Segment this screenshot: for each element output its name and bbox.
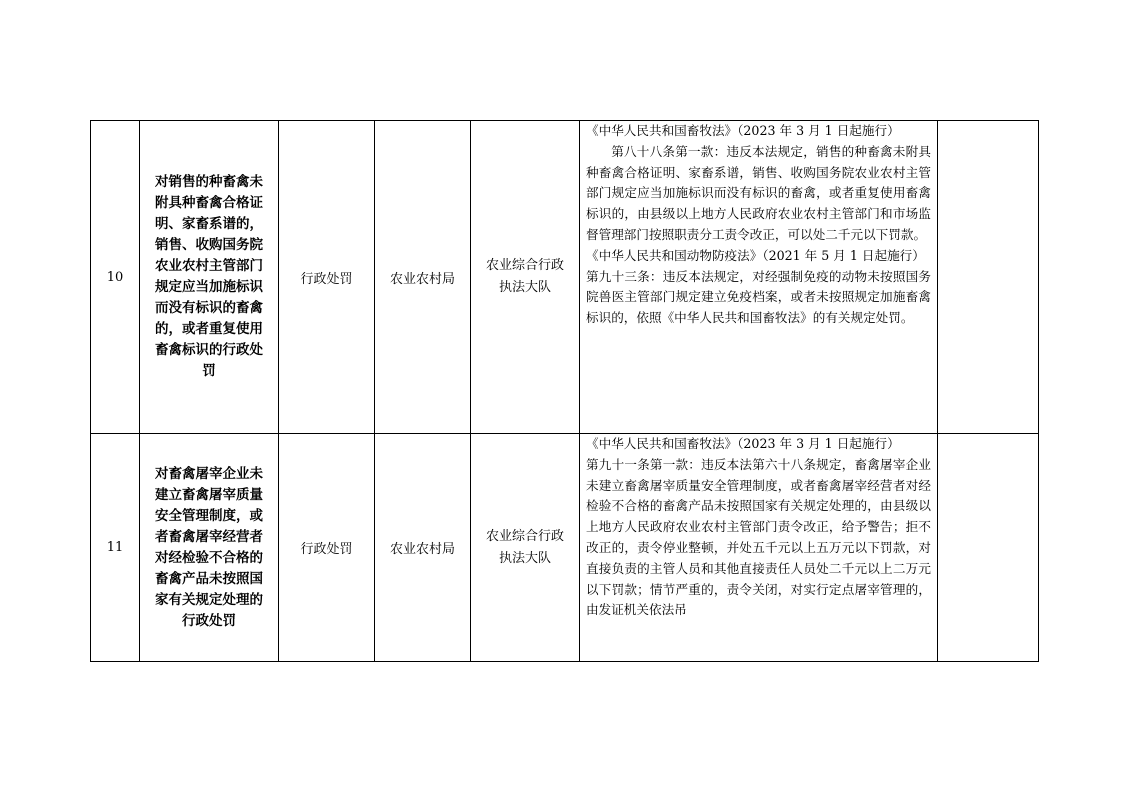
item-number: 10 (91, 121, 140, 434)
law-title: 《中华人民共和国动物防疫法》（2021 年 5 月 1 日起施行） (586, 247, 925, 263)
item-executor: 农业综合行政执法大队 (485, 258, 564, 295)
law-article: 第九十一条第一款：违反本法第六十八条规定，畜禽屠宰企业未建立畜禽屠宰质量安全管理制度，或者畜禽屠宰经营者对经检验不合格的畜禽产品未按照国家有关规定处理的，由县级以上地方人民政府农业农村主管部门责令改正，给予警告；拒不改正的，责令停业整顿，并处五千元以上五万元以下罚款，对直接负责的主管人员和其他直接责任人员处二千元以上二万元以下罚款；情节严重的，责令关闭，对实行定点屠宰管理的，由发证机关依法吊 (586, 456, 931, 618)
item-executor: 农业综合行政执法大队 (485, 528, 564, 566)
table-row (91, 121, 1039, 434)
item-note (938, 121, 1039, 434)
law-article: 第九十三条：违反本法规定，对经强制免疫的动物未按照国务院兽医主管部门规定建立免疫档案，或者未按照规定加施畜禽标识的，依照《中华人民共和国畜牧法》的有关规定处罚。 (586, 268, 931, 326)
legal-basis-cell (580, 121, 938, 434)
item-category: 行政处罚 (279, 121, 375, 434)
penalty-items-table (90, 120, 1039, 662)
item-note (938, 434, 1039, 662)
item-department: 农业农村局 (375, 434, 471, 662)
law-title: 《中华人民共和国畜牧法》（2023 年 3 月 1 日起施行） (586, 123, 900, 138)
table-row (91, 434, 1039, 662)
item-executor-cell (471, 121, 580, 434)
item-category: 行政处罚 (279, 434, 375, 662)
item-name: 对销售的种畜禽未附具种畜禽合格证明、家畜系谱的，销售、收购国务院农业农村主管部门规定应当加施标识而没有标识的畜禽的，或者重复使用畜禽标识的行政处罚 (155, 174, 263, 379)
law-title: 《中华人民共和国畜牧法》（2023 年 3 月 1 日起施行） (586, 436, 900, 451)
item-name-cell (140, 121, 279, 434)
item-executor-cell (471, 434, 580, 662)
item-name: 对畜禽屠宰企业未建立畜禽屠宰质量安全管理制度，或者畜禽屠宰经营者对经检验不合格的畜禽产品未按照国家有关规定处理的行政处罚 (155, 465, 263, 629)
legal-basis-cell (580, 434, 938, 662)
item-number: 11 (91, 434, 140, 662)
item-name-cell (140, 434, 279, 662)
law-article: 第八十八条第一款：违反本法规定，销售的种畜禽未附具种畜禽合格证明、家畜系谱，销售、收购国务院农业农村主管部门规定应当加施标识而没有标识的畜禽，或者重复使用畜禽标识的，由县级以上地方人民政府农业农村主管部门和市场监督管理部门按照职责分工责令改正，可以处二千元以下罚款。 (586, 143, 931, 242)
item-department: 农业农村局 (375, 121, 471, 434)
